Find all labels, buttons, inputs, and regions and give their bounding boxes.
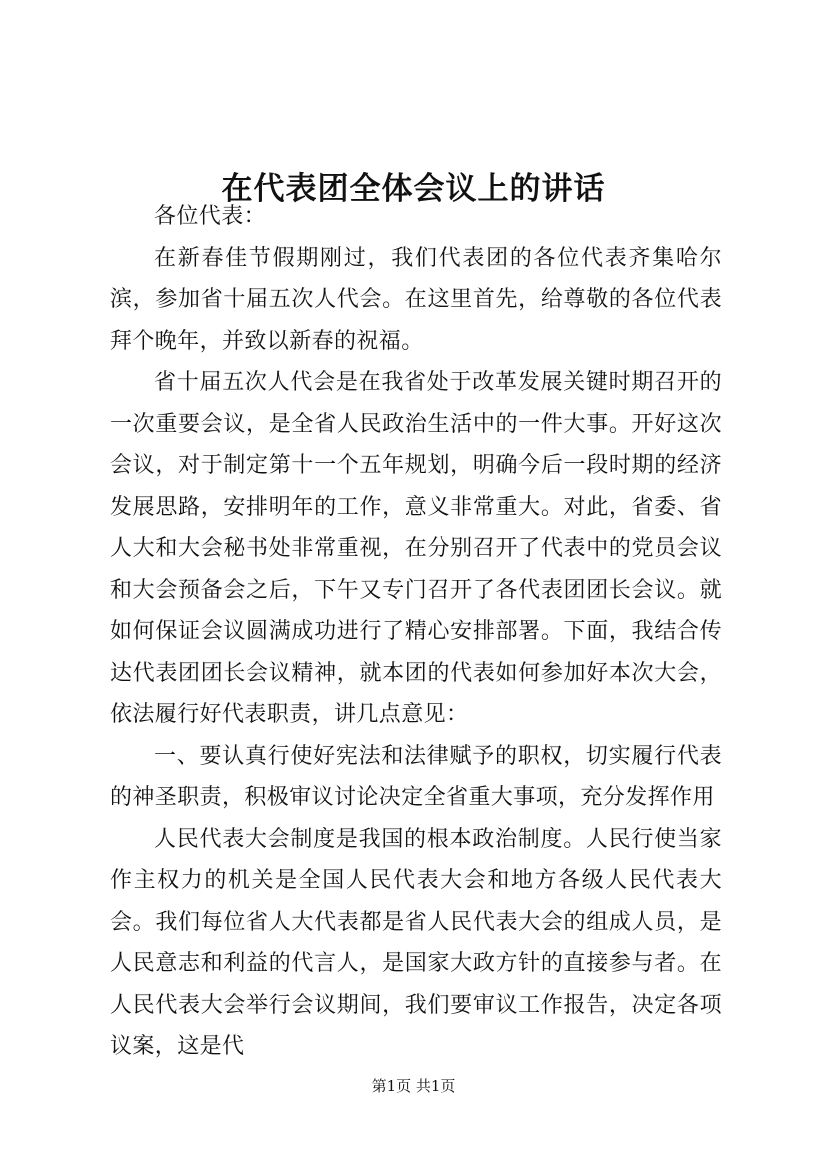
document-title: 在代表团全体会议上的讲话 xyxy=(221,170,606,207)
salutation-paragraph: 各位代表： xyxy=(154,204,267,229)
system-description-paragraph: 人民代表大会制度是我国的根本政治制度。人民行使当家作主权力的机关是全国人民代表大会和地方各级人民代表大会。我们每位省人大代表都是省人民代表大会的组成人员，是人民意志和利益的代言人，是国家大政方针的直接参与者。在人民代表大会举行会议期间，我们要审议工作报告，决定各项议案，这是代 xyxy=(110,826,722,1059)
section-heading-1: 一、要认真行使好宪法和法律赋予的职权，切实履行代表的神圣职责，积极审议讨论决定全省重大事项，充分发挥作用 xyxy=(110,743,722,810)
meeting-significance-paragraph: 省十届五次人代会是在我省处于改革发展关键时期召开的一次重要会议，是全省人民政治生活中的一件大事。开好这次会议，对于制定第十一个五年规划，明确今后一段时期的经济发展思路，安排明年的工作，意义非常重大。对此，省委、省人大和大会秘书处非常重视，在分别召开了代表中的党员会议和大会预备会之后，下午又专门召开了各代表团团长会议。就如何保证会议圆满成功进行了精心安排部署。下面，我结合传达代表团团长会议精神，就本团的代表如何参加好本次大会，依法履行好代表职责，讲几点意见： xyxy=(110,370,722,727)
opening-paragraph: 在新春佳节假期刚过，我们代表团的各位代表齐集哈尔滨，参加省十届五次人代会。在这里首先，给尊敬的各位代表拜个晚年，并致以新春的祝福。 xyxy=(110,245,722,354)
page-footer: 第1页 共1页 xyxy=(371,1077,456,1095)
document-body xyxy=(110,196,722,1068)
